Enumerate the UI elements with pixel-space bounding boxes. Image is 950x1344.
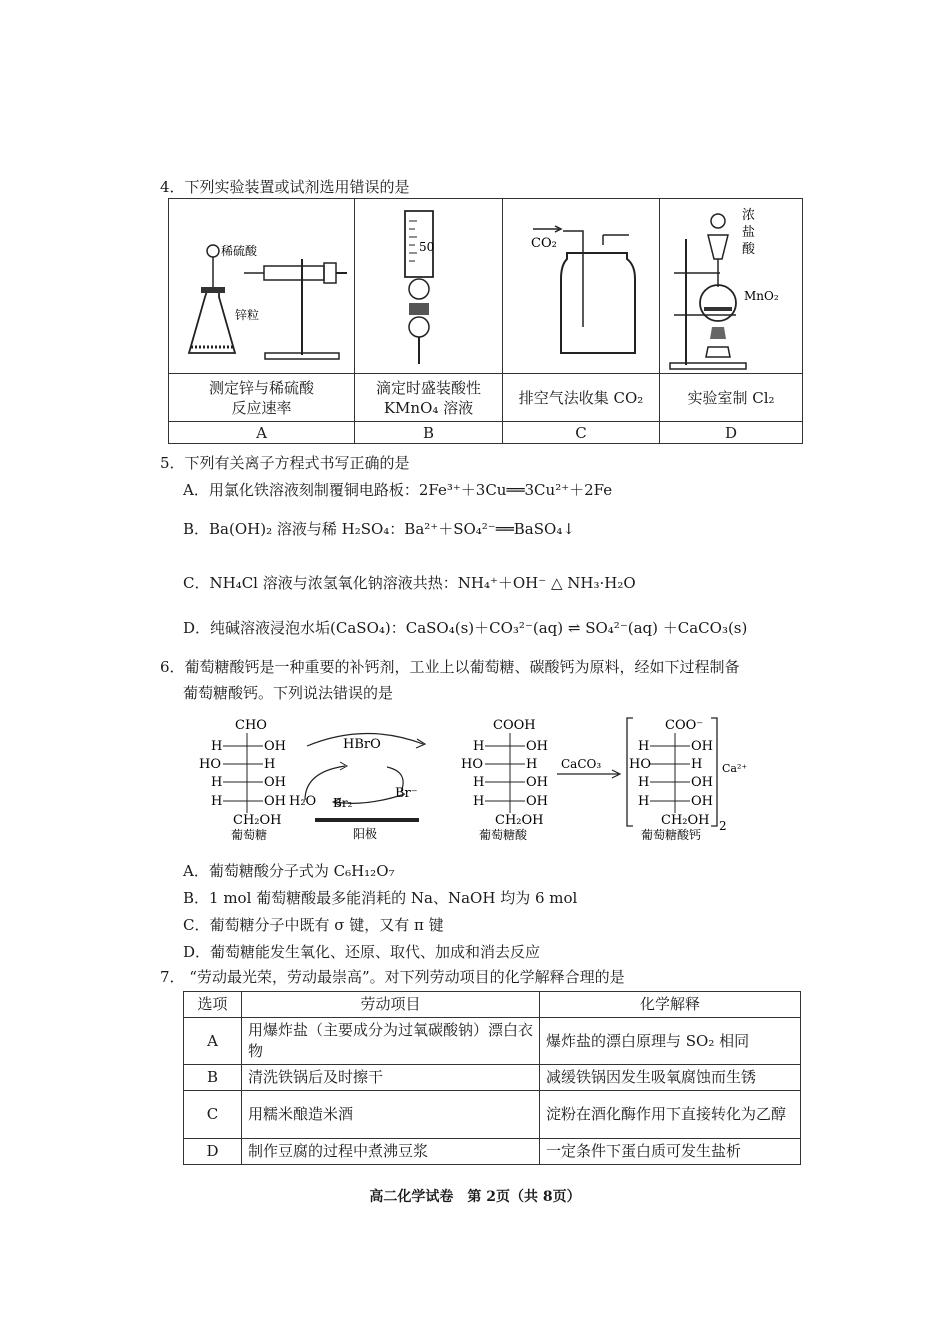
svg-text:OH: OH — [691, 794, 713, 809]
q7-table — [183, 991, 801, 1165]
svg-text:H: H — [638, 775, 650, 790]
apparatus-d — [660, 199, 803, 374]
q6-option-a: A．葡萄糖酸分子式为 C₆H₁₂O₇ — [183, 862, 395, 880]
label-caco3: CaCO₃ — [561, 757, 602, 771]
label-conc-3: 酸 — [742, 242, 756, 257]
svg-text:H: H — [473, 794, 485, 809]
acid-name: 葡萄糖酸 — [479, 828, 528, 842]
table-row: B 清洗铁锅后及时擦干 减缓铁锅因发生吸氧腐蚀而生锈 — [184, 1065, 801, 1091]
svg-text:H: H — [526, 757, 538, 772]
label-br-minus: Br⁻ — [395, 786, 418, 801]
svg-text:OH: OH — [264, 739, 286, 754]
label-conc-2: 盐 — [742, 225, 756, 240]
label-hbro: HBrO — [343, 737, 381, 752]
label-mno2: MnO₂ — [744, 289, 779, 303]
letter-b: B — [355, 422, 503, 444]
q5-stem: 5．下列有关离子方程式书写正确的是 — [160, 454, 410, 472]
desc-b: 滴定时盛装酸性 KMnO₄ 溶液 — [355, 374, 503, 422]
svg-text:CH₂OH: CH₂OH — [661, 813, 710, 828]
svg-text:OH: OH — [691, 739, 713, 754]
desc-d: 实验室制 Cl₂ — [660, 374, 803, 422]
desc-a: 测定锌与稀硫酸 反应速率 — [169, 374, 355, 422]
q6-option-d: D．葡萄糖能发生氧化、还原、取代、加成和消去反应 — [183, 943, 541, 961]
svg-text:H: H — [638, 739, 650, 754]
svg-text:OH: OH — [526, 775, 548, 790]
table-row: A 用爆炸盐（主要成分为过氧碳酸钠）漂白衣物 爆炸盐的漂白原理与 SO₂ 相同 — [184, 1018, 801, 1065]
glucose-cho: CHO — [235, 718, 267, 733]
label-conc-1: 浓 — [742, 208, 756, 223]
label-h2o: H₂O — [289, 794, 317, 809]
label-zinc: 锌粒 — [235, 308, 260, 322]
q4-stem: 4．下列实验装置或试剂选用错误的是 — [160, 178, 410, 196]
label-dilute-acid: 稀硫酸 — [221, 244, 258, 258]
svg-text:HO: HO — [199, 757, 221, 772]
table-row: D 制作豆腐的过程中煮沸豆浆 一定条件下蛋白质可发生盐析 — [184, 1139, 801, 1165]
svg-text:OH: OH — [264, 775, 286, 790]
q6-stem-line2: 葡萄糖酸钙。下列说法错误的是 — [183, 684, 394, 702]
letter-a: A — [169, 422, 355, 444]
salt-name: 葡萄糖酸钙 — [641, 828, 702, 842]
apparatus-a — [169, 199, 355, 374]
letter-d: D — [660, 422, 803, 444]
q7-header-explanation: 化学解释 — [540, 992, 801, 1018]
svg-text:H: H — [211, 794, 223, 809]
svg-text:OH: OH — [526, 794, 548, 809]
svg-text:CH₂OH: CH₂OH — [495, 813, 544, 828]
svg-text:OH: OH — [691, 775, 713, 790]
svg-text:OH: OH — [526, 739, 548, 754]
q4-table — [168, 198, 803, 444]
svg-text:HO: HO — [629, 757, 651, 772]
q6-option-b: B．1 mol 葡萄糖酸最多能消耗的 Na、NaOH 均为 6 mol — [183, 889, 578, 907]
page-footer: 高二化学试卷 第 2页（共 8页） — [369, 1189, 581, 1205]
label-burette-50: 50 — [419, 240, 435, 254]
svg-text:H: H — [473, 739, 485, 754]
label-anode: 阳极 — [353, 827, 378, 841]
table-row: C 用糯米酿造米酒 淀粉在酒化酶作用下直接转化为乙醇 — [184, 1091, 801, 1139]
svg-text:H: H — [691, 757, 703, 772]
q6-stem-line1: 6．葡萄糖酸钙是一种重要的补钙剂，工业上以葡萄糖、碳酸钙为原料，经如下过程制备 — [160, 658, 740, 676]
q5-option-b: B．Ba(OH)₂ 溶液与稀 H₂SO₄：Ba²⁺＋SO₄²⁻══BaSO₄↓ — [183, 520, 575, 538]
svg-text:H: H — [473, 775, 485, 790]
q5-option-c: C．NH₄Cl 溶液与浓氢氧化钠溶液共热：NH₄⁺＋OH⁻ △ NH₃·H₂O — [183, 574, 636, 592]
svg-text:OH: OH — [264, 794, 286, 809]
svg-text:HO: HO — [461, 757, 483, 772]
letter-c: C — [503, 422, 660, 444]
apparatus-b — [355, 199, 503, 374]
svg-text:H: H — [264, 757, 276, 772]
label-br2: Br₂ — [333, 796, 353, 810]
svg-text:H: H — [211, 775, 223, 790]
q6-option-c: C．葡萄糖分子中既有 σ 键，又有 π 键 — [183, 916, 444, 934]
q5-option-d: D．纯碱溶液浸泡水垢(CaSO₄)：CaSO₄(s)＋CO₃²⁻(aq) ⇌ SO₄²⁻(aq) ＋CaCO₃(s) — [183, 619, 748, 637]
svg-text:H: H — [638, 794, 650, 809]
q7-header-option: 选项 — [184, 992, 242, 1018]
svg-text:COOH: COOH — [493, 718, 536, 733]
svg-text:CH₂OH: CH₂OH — [233, 813, 282, 828]
desc-c: 排空气法收集 CO₂ — [503, 374, 660, 422]
apparatus-c — [503, 199, 660, 374]
glucose-name: 葡萄糖 — [231, 828, 268, 842]
q5-option-a: A．用氯化铁溶液刻制覆铜电路板：2Fe³⁺＋3Cu══3Cu²⁺＋2Fe — [183, 481, 613, 499]
svg-text:H: H — [211, 739, 223, 754]
label-ca: Ca²⁺ — [722, 762, 748, 775]
label-subscript-2: 2 — [719, 819, 727, 833]
q6-scheme — [195, 712, 795, 844]
q7-header-item: 劳动项目 — [242, 992, 540, 1018]
svg-text:COO⁻: COO⁻ — [665, 718, 704, 733]
q7-stem: 7． “劳动最光荣，劳动最崇高”。对下列劳动项目的化学解释合理的是 — [160, 968, 625, 986]
label-co2: CO₂ — [531, 236, 557, 251]
